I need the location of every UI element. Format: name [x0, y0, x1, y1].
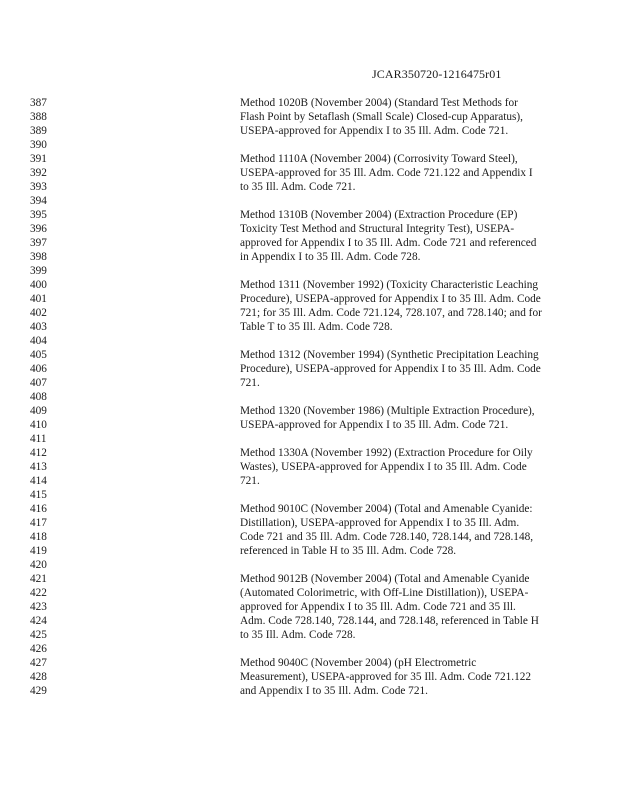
document-line	[30, 208, 590, 222]
line-number: 401	[30, 293, 47, 305]
line-text: Method 9012B (November 2004) (Total and Amenable Cyanide	[240, 573, 530, 585]
document-line	[30, 502, 590, 516]
document-line	[30, 600, 590, 614]
document-line	[30, 460, 590, 474]
line-text: Method 1320 (November 1986) (Multiple Extraction Procedure),	[240, 405, 535, 417]
line-number: 398	[30, 251, 47, 263]
document-line	[30, 376, 590, 390]
line-text: 721.	[240, 475, 260, 487]
document-line	[30, 530, 590, 544]
document-line	[30, 334, 590, 348]
line-number: 414	[30, 475, 47, 487]
line-number: 390	[30, 139, 47, 151]
line-text: Wastes), USEPA-approved for Appendix I to 35 Ill. Adm. Code	[240, 461, 527, 473]
document-line	[30, 488, 590, 502]
line-text: to 35 Ill. Adm. Code 728.	[240, 629, 356, 641]
line-number: 397	[30, 237, 47, 249]
line-number: 387	[30, 97, 47, 109]
line-number: 389	[30, 125, 47, 137]
document-line	[30, 320, 590, 334]
line-number: 411	[30, 433, 47, 445]
document-line	[30, 180, 590, 194]
document-line	[30, 656, 590, 670]
line-number: 416	[30, 503, 47, 515]
document-line	[30, 96, 590, 110]
document-line	[30, 614, 590, 628]
line-text: Procedure), USEPA-approved for Appendix I to 35 Ill. Adm. Code	[240, 293, 541, 305]
line-text: approved for Appendix I to 35 Ill. Adm. Code 721 and 35 Ill.	[240, 601, 516, 613]
document-line	[30, 446, 590, 460]
line-number: 423	[30, 601, 47, 613]
line-text: Method 1020B (November 2004) (Standard Test Methods for	[240, 97, 518, 109]
numbered-lines	[30, 96, 590, 698]
line-text: in Appendix I to 35 Ill. Adm. Code 728.	[240, 251, 421, 263]
line-number: 402	[30, 307, 47, 319]
line-number: 393	[30, 181, 47, 193]
line-text: 721.	[240, 377, 260, 389]
line-number: 419	[30, 545, 47, 557]
line-number: 403	[30, 321, 47, 333]
line-text: Method 1330A (November 1992) (Extraction Procedure for Oily	[240, 447, 533, 459]
line-number: 421	[30, 573, 47, 585]
document-line	[30, 586, 590, 600]
line-text: referenced in Table H to 35 Ill. Adm. Code 728.	[240, 545, 457, 557]
line-text: and Appendix I to 35 Ill. Adm. Code 721.	[240, 685, 428, 697]
line-number: 405	[30, 349, 47, 361]
line-text: USEPA-approved for Appendix I to 35 Ill. Adm. Code 721.	[240, 419, 509, 431]
line-number: 417	[30, 517, 47, 529]
line-text: Adm. Code 728.140, 728.144, and 728.148, referenced in Table H	[240, 615, 539, 627]
document-line	[30, 110, 590, 124]
line-text: approved for Appendix I to 35 Ill. Adm. Code 721 and referenced	[240, 237, 537, 249]
document-line	[30, 684, 590, 698]
document-line	[30, 572, 590, 586]
line-number: 412	[30, 447, 47, 459]
line-number: 427	[30, 657, 47, 669]
line-number: 420	[30, 559, 47, 571]
document-line	[30, 264, 590, 278]
line-text: Procedure), USEPA-approved for Appendix I to 35 Ill. Adm. Code	[240, 363, 541, 375]
line-text: Flash Point by Setaflash (Small Scale) Closed-cup Apparatus),	[240, 111, 524, 123]
line-number: 410	[30, 419, 47, 431]
line-number: 391	[30, 153, 47, 165]
line-number: 406	[30, 363, 47, 375]
line-text: Measurement), USEPA-approved for 35 Ill. Adm. Code 721.122	[240, 671, 532, 683]
document-line	[30, 362, 590, 376]
document-line	[30, 516, 590, 530]
document-line	[30, 306, 590, 320]
line-text: Toxicity Test Method and Structural Integrity Test), USEPA-	[240, 223, 515, 235]
line-text: Code 721 and 35 Ill. Adm. Code 728.140, 728.144, and 728.148,	[240, 531, 534, 543]
line-number: 429	[30, 685, 47, 697]
line-number: 413	[30, 461, 47, 473]
document-line	[30, 348, 590, 362]
document-line	[30, 166, 590, 180]
document-line	[30, 558, 590, 572]
line-text: (Automated Colorimetric, with Off-Line Distillation)), USEPA-	[240, 587, 529, 599]
document-id: JCAR350720-1216475r01	[372, 67, 502, 81]
document-line	[30, 544, 590, 558]
line-number: 388	[30, 111, 47, 123]
document-line	[30, 138, 590, 152]
document-line	[30, 432, 590, 446]
line-text: Method 1311 (November 1992) (Toxicity Characteristic Leaching	[240, 279, 539, 291]
document-line	[30, 670, 590, 684]
line-text: Method 1312 (November 1994) (Synthetic Precipitation Leaching	[240, 349, 539, 361]
line-number: 407	[30, 377, 47, 389]
line-number: 425	[30, 629, 47, 641]
document-line	[30, 628, 590, 642]
line-text: USEPA-approved for Appendix I to 35 Ill. Adm. Code 721.	[240, 125, 509, 137]
line-text: to 35 Ill. Adm. Code 721.	[240, 181, 356, 193]
line-text: Method 9040C (November 2004) (pH Electrometric	[240, 657, 477, 669]
document-line	[30, 390, 590, 404]
document-line	[30, 292, 590, 306]
line-number: 409	[30, 405, 47, 417]
line-number: 408	[30, 391, 47, 403]
line-text: Method 9010C (November 2004) (Total and Amenable Cyanide:	[240, 503, 533, 515]
line-number: 394	[30, 195, 47, 207]
document-line	[30, 236, 590, 250]
document-line	[30, 404, 590, 418]
line-number: 392	[30, 167, 47, 179]
line-text: Method 1310B (November 2004) (Extraction Procedure (EP)	[240, 209, 518, 221]
document-line	[30, 474, 590, 488]
document-line	[30, 642, 590, 656]
line-number: 399	[30, 265, 47, 277]
line-number: 396	[30, 223, 47, 235]
line-number: 424	[30, 615, 47, 627]
line-number: 428	[30, 671, 47, 683]
document-line	[30, 222, 590, 236]
document-line	[30, 124, 590, 138]
line-number: 426	[30, 643, 47, 655]
document-line	[30, 418, 590, 432]
line-number: 400	[30, 279, 47, 291]
line-number: 404	[30, 335, 47, 347]
document-line	[30, 152, 590, 166]
line-text: USEPA-approved for 35 Ill. Adm. Code 721.122 and Appendix I	[240, 167, 533, 179]
line-text: Distillation), USEPA-approved for Appendix I to 35 Ill. Adm.	[240, 517, 520, 529]
line-text: 721; for 35 Ill. Adm. Code 721.124, 728.107, and 728.140; and for	[240, 307, 542, 319]
line-number: 415	[30, 489, 47, 501]
line-number: 422	[30, 587, 47, 599]
line-text: Method 1110A (November 2004) (Corrosivity Toward Steel),	[240, 153, 518, 165]
document-line	[30, 278, 590, 292]
line-text: Table T to 35 Ill. Adm. Code 728.	[240, 321, 393, 333]
document-line	[30, 250, 590, 264]
line-number: 395	[30, 209, 47, 221]
line-number: 418	[30, 531, 47, 543]
document-line	[30, 194, 590, 208]
